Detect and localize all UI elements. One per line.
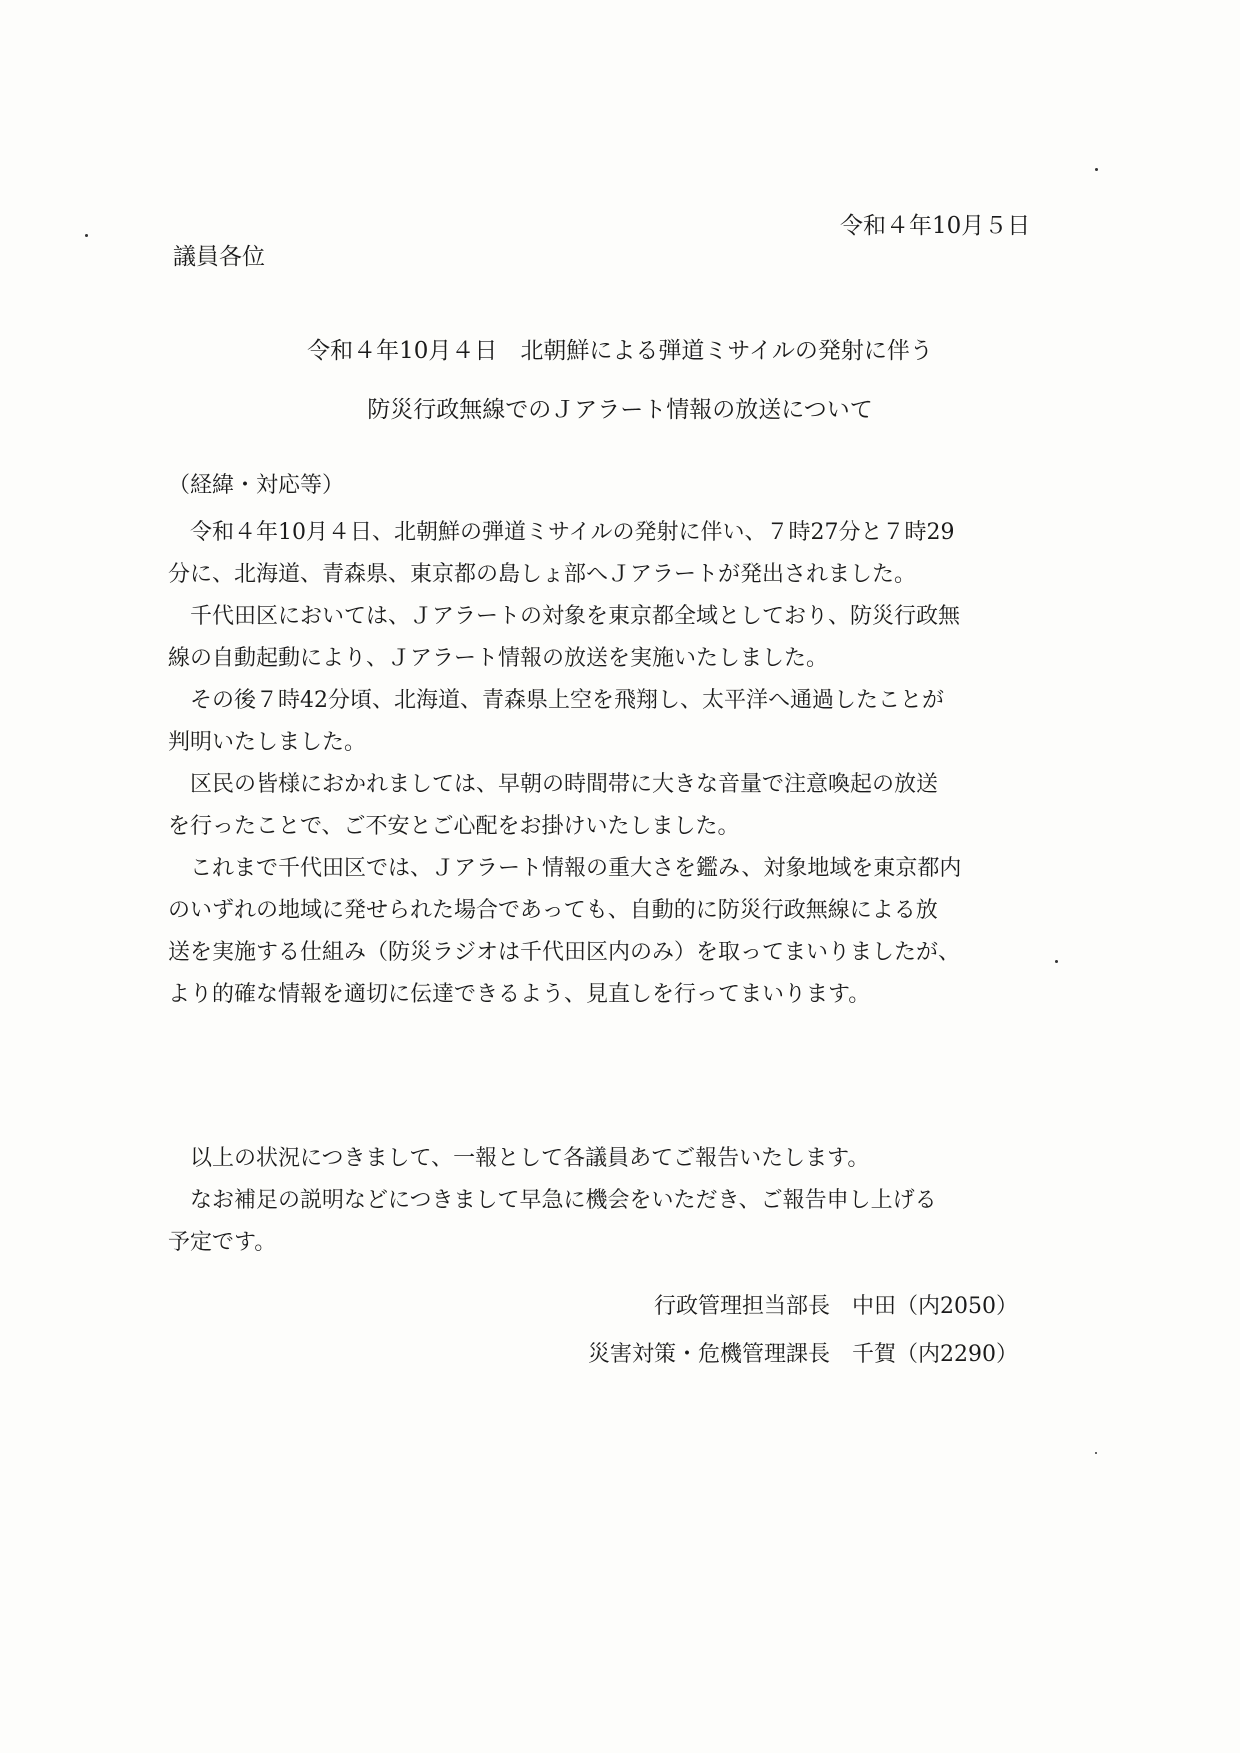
body-line: 千代田区においては、Ｊアラートの対象を東京都全域としており、防災行政無	[168, 604, 961, 629]
scan-speck	[1055, 960, 1058, 963]
title-line-1: 令和４年10月４日 北朝鮮による弾道ミサイルの発射に伴う	[307, 338, 933, 364]
closing-line: 予定です。	[168, 1230, 277, 1255]
body-line: のいずれの地域に発せられた場合であっても、自動的に防災行政無線による放	[168, 898, 938, 923]
body-line: これまで千代田区では、Ｊアラート情報の重大さを鑑み、対象地域を東京都内	[168, 856, 962, 881]
document-title	[170, 322, 1070, 440]
signature-line: 行政管理担当部長 中田（内2050）	[654, 1294, 1018, 1319]
body-line: その後７時42分頃、北海道、青森県上空を飛翔し、太平洋へ通過したことが	[168, 688, 944, 713]
signature-block	[588, 1283, 1018, 1379]
closing-paragraphs	[168, 1138, 1053, 1264]
scan-speck	[1095, 168, 1098, 171]
scan-speck	[1095, 1452, 1097, 1454]
closing-line: なお補足の説明などにつきまして早急に機会をいただき、ご報告申し上げる	[168, 1188, 937, 1213]
scan-speck	[85, 234, 88, 237]
addressee: 議員各位	[173, 244, 265, 270]
body-line: を行ったことで、ご不安とご心配をお掛けいたしました。	[168, 814, 740, 839]
document-body	[168, 465, 1053, 1016]
body-line: より的確な情報を適切に伝達できるよう、見直しを行ってまいります。	[168, 982, 871, 1007]
body-line: 区民の皆様におかれましては、早朝の時間帯に大きな音量で注意喚起の放送	[168, 772, 939, 797]
body-line: 判明いたしました。	[168, 730, 367, 755]
document-date: 令和４年10月５日	[840, 213, 1031, 239]
section-heading: （経緯・対応等）	[168, 473, 345, 498]
body-line: 送を実施する仕組み（防災ラジオは千代田区内のみ）を取ってまいりましたが、	[168, 940, 961, 965]
body-line: 分に、北海道、青森県、東京都の島しょ部へＪアラートが発出されました。	[168, 562, 917, 587]
signature-line: 災害対策・危機管理課長 千賀（内2290）	[588, 1342, 1018, 1367]
closing-line: 以上の状況につきまして、一報として各議員あてご報告いたします。	[168, 1146, 870, 1171]
body-line: 線の自動起動により、Ｊアラート情報の放送を実施いたしました。	[168, 646, 829, 671]
body-line: 令和４年10月４日、北朝鮮の弾道ミサイルの発射に伴い、７時27分と７時29	[168, 520, 955, 545]
title-line-2: 防災行政無線でのＪアラート情報の放送について	[367, 397, 873, 423]
